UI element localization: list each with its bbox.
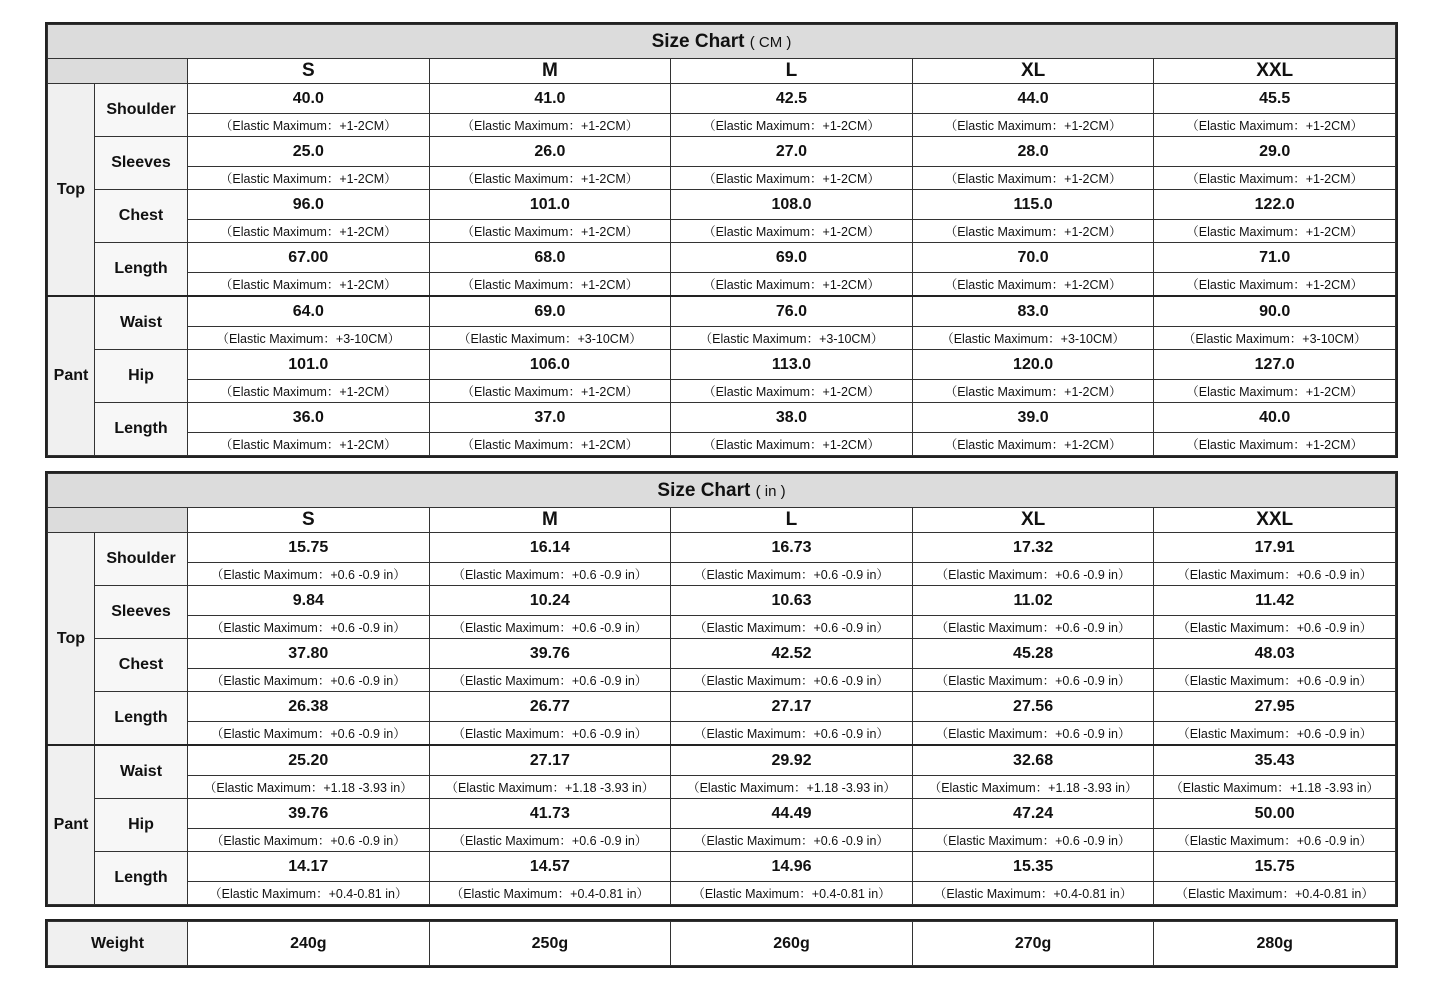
elastic-note: （Elastic Maximum：+1-2CM） (671, 433, 913, 456)
size-header: M (429, 59, 671, 84)
elastic-note: （Elastic Maximum：+1-2CM） (1154, 380, 1396, 403)
measure-note-row (48, 829, 1396, 852)
measure-value: 120.0 (912, 350, 1154, 380)
elastic-note: （Elastic Maximum：+1-2CM） (188, 114, 430, 137)
measure-value: 37.0 (429, 403, 671, 433)
measure-value: 76.0 (671, 296, 913, 327)
measure-label: Shoulder (95, 84, 188, 137)
elastic-note: （Elastic Maximum：+1-2CM） (188, 167, 430, 190)
measure-value: 44.49 (671, 799, 913, 829)
size-header: S (188, 59, 430, 84)
elastic-note: （Elastic Maximum：+0.6 -0.9 in） (429, 829, 671, 852)
elastic-note: （Elastic Maximum：+1-2CM） (912, 380, 1154, 403)
measure-value: 40.0 (188, 84, 430, 114)
measure-value: 27.56 (912, 692, 1154, 722)
elastic-note: （Elastic Maximum：+1-2CM） (671, 380, 913, 403)
elastic-note: （Elastic Maximum：+1-2CM） (188, 380, 430, 403)
chart-title-row (48, 25, 1396, 59)
elastic-note: （Elastic Maximum：+0.6 -0.9 in） (188, 829, 430, 852)
chart-title-text: Size Chart (651, 30, 745, 52)
elastic-note: （Elastic Maximum：+0.6 -0.9 in） (188, 722, 430, 746)
measure-value-row (48, 745, 1396, 776)
measure-value: 69.0 (671, 243, 913, 273)
measure-value: 71.0 (1154, 243, 1396, 273)
measure-value: 32.68 (912, 745, 1154, 776)
elastic-note: （Elastic Maximum：+0.6 -0.9 in） (188, 616, 430, 639)
measure-value: 64.0 (188, 296, 430, 327)
size-chart-inch (45, 471, 1398, 907)
measure-value: 113.0 (671, 350, 913, 380)
measure-value-row (48, 692, 1396, 722)
elastic-note: （Elastic Maximum：+0.4-0.81 in） (1154, 882, 1396, 905)
elastic-note: （Elastic Maximum：+3-10CM） (1154, 327, 1396, 350)
measure-value-row (48, 586, 1396, 616)
measure-label: Chest (95, 639, 188, 692)
elastic-note: （Elastic Maximum：+1.18 -3.93 in） (188, 776, 430, 799)
measure-note-row (48, 433, 1396, 456)
measure-label: Waist (95, 296, 188, 350)
measure-value-row (48, 350, 1396, 380)
weight-value: 250g (429, 922, 671, 966)
size-header: XXL (1154, 508, 1396, 533)
elastic-note: （Elastic Maximum：+1-2CM） (429, 273, 671, 297)
measure-value: 101.0 (429, 190, 671, 220)
measure-value: 27.17 (429, 745, 671, 776)
elastic-note: （Elastic Maximum：+1-2CM） (429, 433, 671, 456)
measure-note-row (48, 327, 1396, 350)
chart-title (48, 474, 1396, 508)
elastic-note: （Elastic Maximum：+0.6 -0.9 in） (188, 669, 430, 692)
measure-value: 17.32 (912, 533, 1154, 563)
weight-value: 270g (912, 922, 1154, 966)
measure-value: 70.0 (912, 243, 1154, 273)
size-header: XL (912, 508, 1154, 533)
measure-note-row (48, 669, 1396, 692)
size-chart-cm (45, 22, 1398, 458)
weight-value: 240g (188, 922, 430, 966)
measure-value: 14.57 (429, 852, 671, 882)
measure-value: 17.91 (1154, 533, 1396, 563)
measure-value: 39.0 (912, 403, 1154, 433)
chart-unit: ( CM ) (749, 33, 792, 51)
measure-value: 41.73 (429, 799, 671, 829)
elastic-note: （Elastic Maximum：+0.6 -0.9 in） (912, 722, 1154, 746)
group-label-top: Top (48, 533, 95, 746)
elastic-note: （Elastic Maximum：+0.6 -0.9 in） (429, 722, 671, 746)
measure-value-row (48, 137, 1396, 167)
measure-value: 67.00 (188, 243, 430, 273)
measure-value: 15.75 (188, 533, 430, 563)
elastic-note: （Elastic Maximum：+1-2CM） (1154, 114, 1396, 137)
elastic-note: （Elastic Maximum：+0.6 -0.9 in） (671, 563, 913, 586)
measure-value-row (48, 533, 1396, 563)
elastic-note: （Elastic Maximum：+1-2CM） (671, 273, 913, 297)
measure-label: Sleeves (95, 586, 188, 639)
size-header-row (48, 508, 1396, 533)
measure-value: 39.76 (429, 639, 671, 669)
measure-value: 68.0 (429, 243, 671, 273)
measure-value: 96.0 (188, 190, 430, 220)
elastic-note: （Elastic Maximum：+1-2CM） (188, 220, 430, 243)
size-header: L (671, 59, 913, 84)
elastic-note: （Elastic Maximum：+1.18 -3.93 in） (429, 776, 671, 799)
size-header-row (48, 59, 1396, 84)
size-header: XL (912, 59, 1154, 84)
measure-value: 16.73 (671, 533, 913, 563)
elastic-note: （Elastic Maximum：+0.6 -0.9 in） (429, 563, 671, 586)
measure-note-row (48, 220, 1396, 243)
measure-note-row (48, 882, 1396, 905)
elastic-note: （Elastic Maximum：+1.18 -3.93 in） (912, 776, 1154, 799)
measure-label: Length (95, 852, 188, 905)
measure-value-row (48, 852, 1396, 882)
measure-label: Length (95, 243, 188, 297)
corner-cell (48, 508, 188, 533)
weight-table (45, 919, 1398, 968)
measure-label: Length (95, 403, 188, 456)
chart-title-text: Size Chart (657, 479, 751, 501)
measure-label: Hip (95, 350, 188, 403)
measure-value: 26.38 (188, 692, 430, 722)
elastic-note: （Elastic Maximum：+0.6 -0.9 in） (1154, 616, 1396, 639)
size-header: S (188, 508, 430, 533)
elastic-note: （Elastic Maximum：+1-2CM） (671, 114, 913, 137)
measure-value-row (48, 243, 1396, 273)
measure-value-row (48, 403, 1396, 433)
measure-label: Waist (95, 745, 188, 799)
measure-value: 11.42 (1154, 586, 1396, 616)
elastic-note: （Elastic Maximum：+3-10CM） (912, 327, 1154, 350)
measure-note-row (48, 380, 1396, 403)
elastic-note: （Elastic Maximum：+0.4-0.81 in） (912, 882, 1154, 905)
elastic-note: （Elastic Maximum：+1-2CM） (1154, 167, 1396, 190)
elastic-note: （Elastic Maximum：+1-2CM） (429, 220, 671, 243)
measure-note-row (48, 563, 1396, 586)
elastic-note: （Elastic Maximum：+0.6 -0.9 in） (671, 722, 913, 746)
measure-value: 27.95 (1154, 692, 1396, 722)
measure-value: 41.0 (429, 84, 671, 114)
elastic-note: （Elastic Maximum：+1-2CM） (912, 167, 1154, 190)
measure-value: 50.00 (1154, 799, 1396, 829)
elastic-note: （Elastic Maximum：+0.6 -0.9 in） (1154, 669, 1396, 692)
measure-note-row (48, 114, 1396, 137)
size-header: L (671, 508, 913, 533)
elastic-note: （Elastic Maximum：+1-2CM） (671, 167, 913, 190)
measure-note-row (48, 776, 1396, 799)
measure-value: 122.0 (1154, 190, 1396, 220)
measure-value: 35.43 (1154, 745, 1396, 776)
measure-value: 38.0 (671, 403, 913, 433)
measure-label: Length (95, 692, 188, 746)
elastic-note: （Elastic Maximum：+0.6 -0.9 in） (429, 616, 671, 639)
elastic-note: （Elastic Maximum：+0.6 -0.9 in） (429, 669, 671, 692)
measure-value: 27.17 (671, 692, 913, 722)
measure-label: Chest (95, 190, 188, 243)
elastic-note: （Elastic Maximum：+0.6 -0.9 in） (1154, 563, 1396, 586)
group-label-pant: Pant (48, 745, 95, 905)
measure-note-row (48, 167, 1396, 190)
size-header: XXL (1154, 59, 1396, 84)
measure-note-row (48, 722, 1396, 746)
elastic-note: （Elastic Maximum：+0.4-0.81 in） (671, 882, 913, 905)
elastic-note: （Elastic Maximum：+1-2CM） (912, 433, 1154, 456)
measure-value: 29.92 (671, 745, 913, 776)
size-header: M (429, 508, 671, 533)
measure-value: 14.17 (188, 852, 430, 882)
measure-note-row (48, 273, 1396, 297)
measure-value: 26.0 (429, 137, 671, 167)
elastic-note: （Elastic Maximum：+1-2CM） (429, 167, 671, 190)
measure-value: 28.0 (912, 137, 1154, 167)
weight-value: 260g (671, 922, 913, 966)
measure-value: 15.75 (1154, 852, 1396, 882)
elastic-note: （Elastic Maximum：+0.6 -0.9 in） (671, 669, 913, 692)
measure-value: 45.28 (912, 639, 1154, 669)
elastic-note: （Elastic Maximum：+0.6 -0.9 in） (671, 616, 913, 639)
measure-value-row (48, 190, 1396, 220)
elastic-note: （Elastic Maximum：+0.4-0.81 in） (429, 882, 671, 905)
weight-value: 280g (1154, 922, 1396, 966)
elastic-note: （Elastic Maximum：+3-10CM） (188, 327, 430, 350)
elastic-note: （Elastic Maximum：+3-10CM） (429, 327, 671, 350)
elastic-note: （Elastic Maximum：+3-10CM） (671, 327, 913, 350)
elastic-note: （Elastic Maximum：+0.6 -0.9 in） (188, 563, 430, 586)
elastic-note: （Elastic Maximum：+1-2CM） (188, 273, 430, 297)
measure-value: 16.14 (429, 533, 671, 563)
elastic-note: （Elastic Maximum：+1-2CM） (912, 114, 1154, 137)
measure-value: 14.96 (671, 852, 913, 882)
measure-value: 10.24 (429, 586, 671, 616)
measure-value: 25.0 (188, 137, 430, 167)
elastic-note: （Elastic Maximum：+1-2CM） (429, 380, 671, 403)
measure-value: 42.5 (671, 84, 913, 114)
chart-title (48, 25, 1396, 59)
measure-value: 48.03 (1154, 639, 1396, 669)
measure-value: 29.0 (1154, 137, 1396, 167)
measure-value-row (48, 84, 1396, 114)
measure-label: Sleeves (95, 137, 188, 190)
measure-value-row (48, 799, 1396, 829)
group-label-top: Top (48, 84, 95, 297)
measure-value: 26.77 (429, 692, 671, 722)
measure-value: 40.0 (1154, 403, 1396, 433)
measure-value: 106.0 (429, 350, 671, 380)
elastic-note: （Elastic Maximum：+0.6 -0.9 in） (912, 616, 1154, 639)
elastic-note: （Elastic Maximum：+0.6 -0.9 in） (671, 829, 913, 852)
elastic-note: （Elastic Maximum：+1-2CM） (671, 220, 913, 243)
measure-value: 108.0 (671, 190, 913, 220)
measure-value-row (48, 296, 1396, 327)
measure-value: 37.80 (188, 639, 430, 669)
elastic-note: （Elastic Maximum：+0.6 -0.9 in） (1154, 722, 1396, 746)
elastic-note: （Elastic Maximum：+0.6 -0.9 in） (1154, 829, 1396, 852)
measure-value: 47.24 (912, 799, 1154, 829)
measure-value: 90.0 (1154, 296, 1396, 327)
elastic-note: （Elastic Maximum：+0.4-0.81 in） (188, 882, 430, 905)
elastic-note: （Elastic Maximum：+1.18 -3.93 in） (671, 776, 913, 799)
measure-value: 44.0 (912, 84, 1154, 114)
measure-value: 127.0 (1154, 350, 1396, 380)
measure-value-row (48, 639, 1396, 669)
elastic-note: （Elastic Maximum：+1-2CM） (912, 273, 1154, 297)
elastic-note: （Elastic Maximum：+1-2CM） (429, 114, 671, 137)
measure-value: 101.0 (188, 350, 430, 380)
measure-note-row (48, 616, 1396, 639)
weight-row (48, 922, 1396, 966)
elastic-note: （Elastic Maximum：+0.6 -0.9 in） (912, 829, 1154, 852)
chart-unit: ( in ) (755, 482, 786, 500)
measure-value: 11.02 (912, 586, 1154, 616)
elastic-note: （Elastic Maximum：+1-2CM） (1154, 273, 1396, 297)
measure-value: 25.20 (188, 745, 430, 776)
measure-value: 9.84 (188, 586, 430, 616)
corner-cell (48, 59, 188, 84)
measure-value: 45.5 (1154, 84, 1396, 114)
measure-value: 69.0 (429, 296, 671, 327)
measure-value: 10.63 (671, 586, 913, 616)
elastic-note: （Elastic Maximum：+1-2CM） (1154, 220, 1396, 243)
weight-label: Weight (48, 922, 188, 966)
measure-value: 39.76 (188, 799, 430, 829)
group-label-pant: Pant (48, 296, 95, 456)
chart-title-row (48, 474, 1396, 508)
elastic-note: （Elastic Maximum：+1.18 -3.93 in） (1154, 776, 1396, 799)
measure-label: Hip (95, 799, 188, 852)
measure-value: 15.35 (912, 852, 1154, 882)
elastic-note: （Elastic Maximum：+0.6 -0.9 in） (912, 563, 1154, 586)
measure-value: 36.0 (188, 403, 430, 433)
elastic-note: （Elastic Maximum：+1-2CM） (188, 433, 430, 456)
elastic-note: （Elastic Maximum：+0.6 -0.9 in） (912, 669, 1154, 692)
elastic-note: （Elastic Maximum：+1-2CM） (912, 220, 1154, 243)
measure-value: 115.0 (912, 190, 1154, 220)
elastic-note: （Elastic Maximum：+1-2CM） (1154, 433, 1396, 456)
measure-value: 27.0 (671, 137, 913, 167)
measure-value: 83.0 (912, 296, 1154, 327)
measure-value: 42.52 (671, 639, 913, 669)
measure-label: Shoulder (95, 533, 188, 586)
